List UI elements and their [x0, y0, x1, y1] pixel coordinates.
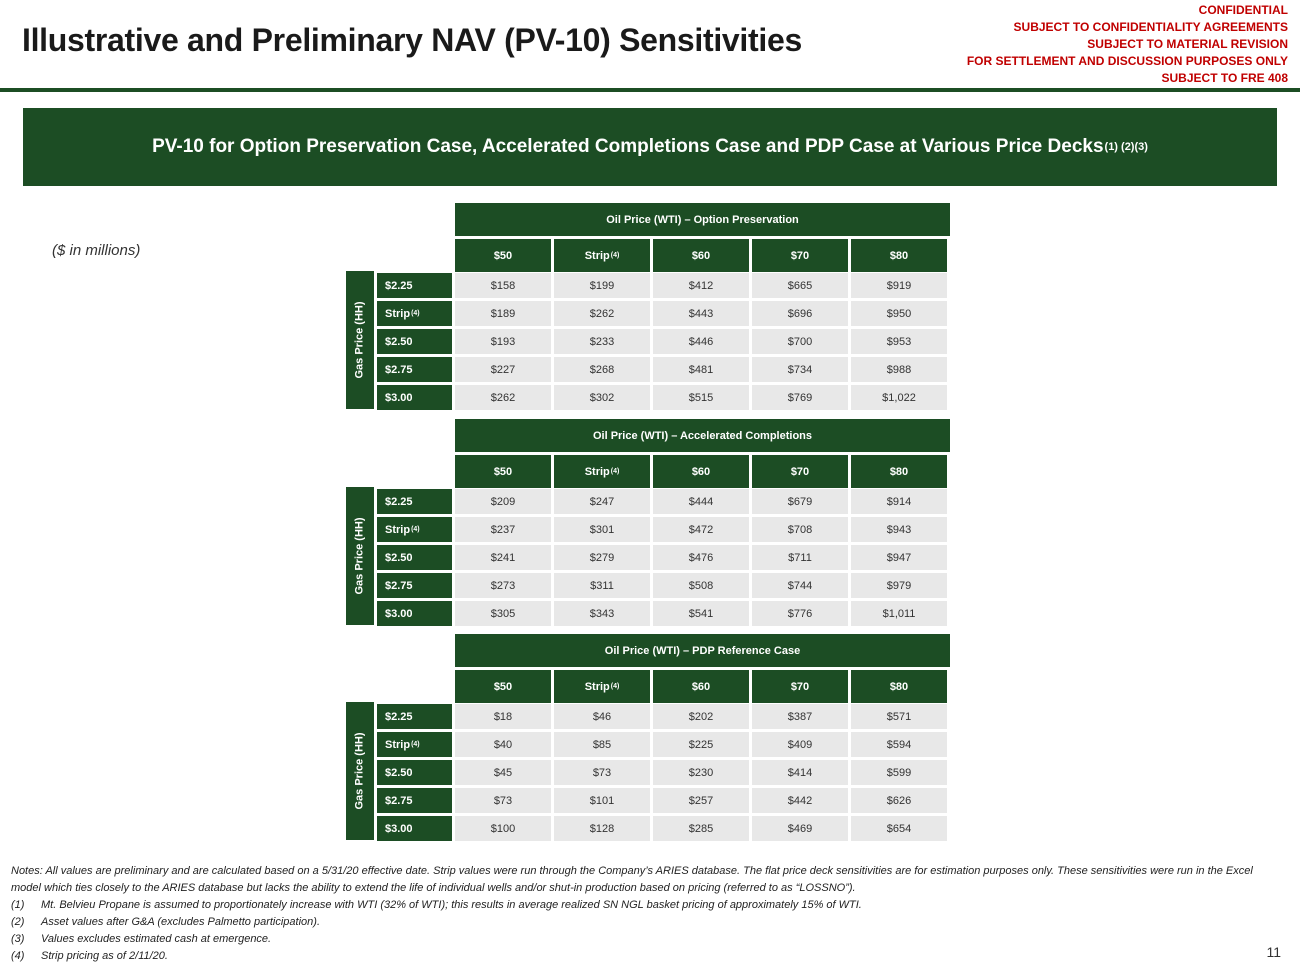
- column-header-label: $80: [889, 249, 909, 262]
- value-cell: $442: [752, 788, 848, 813]
- row-header: [377, 517, 452, 542]
- row-header-footnote-ref: (4): [411, 741, 420, 748]
- row-header: [377, 385, 452, 410]
- row-header-label: $3.00: [385, 607, 413, 620]
- column-header: [455, 455, 551, 488]
- column-header-label: $60: [691, 465, 711, 478]
- gas-price-axis-label: [346, 487, 374, 625]
- value-cell: $599: [851, 760, 947, 785]
- column-header: [455, 239, 551, 272]
- column-header-label: $60: [691, 249, 711, 262]
- confidentiality-notice: [967, 2, 1288, 87]
- footnote-number: (4): [11, 950, 25, 962]
- confidential-line: SUBJECT TO FRE 408: [1161, 71, 1288, 85]
- table-title: Oil Price (WTI) – Option Preservation: [455, 203, 950, 236]
- column-header: [554, 670, 650, 703]
- value-cell: $414: [752, 760, 848, 785]
- value-cell: $73: [455, 788, 551, 813]
- column-header-label: $60: [691, 680, 711, 693]
- column-header: [851, 239, 947, 272]
- value-cell: $914: [851, 489, 947, 514]
- value-cell: $241: [455, 545, 551, 570]
- value-cell: $225: [653, 732, 749, 757]
- row-header: [377, 788, 452, 813]
- value-cell: $571: [851, 704, 947, 729]
- footnote: [11, 948, 1281, 965]
- value-cell: $626: [851, 788, 947, 813]
- row-header: [377, 301, 452, 326]
- value-cell: $481: [653, 357, 749, 382]
- value-cell: $262: [554, 301, 650, 326]
- value-cell: $305: [455, 601, 551, 626]
- footnote: [11, 931, 1281, 948]
- value-cell: $257: [653, 788, 749, 813]
- column-header: [752, 670, 848, 703]
- gas-price-axis-label: [346, 702, 374, 840]
- row-header: [377, 545, 452, 570]
- value-cell: $919: [851, 273, 947, 298]
- value-cell: $979: [851, 573, 947, 598]
- value-cell: $273: [455, 573, 551, 598]
- gas-price-axis-text: Gas Price (HH): [354, 732, 366, 810]
- column-header-label: $50: [493, 680, 513, 693]
- column-header: [554, 239, 650, 272]
- value-cell: $444: [653, 489, 749, 514]
- column-header: [554, 455, 650, 488]
- row-header-label: $3.00: [385, 822, 413, 835]
- row-header-label: $2.25: [385, 279, 413, 292]
- value-cell: $101: [554, 788, 650, 813]
- footnote-number: (2): [11, 916, 25, 928]
- column-header: [455, 670, 551, 703]
- value-cell: $446: [653, 329, 749, 354]
- value-cell: $311: [554, 573, 650, 598]
- value-cell: $46: [554, 704, 650, 729]
- value-cell: $412: [653, 273, 749, 298]
- footnote: [11, 897, 1281, 914]
- column-header: [851, 670, 947, 703]
- row-header-label: Strip: [385, 307, 411, 320]
- value-cell: $744: [752, 573, 848, 598]
- value-cell: $158: [455, 273, 551, 298]
- column-header-footnote-ref: (4): [610, 683, 620, 690]
- banner-footnote-ref: (1) (2)(3): [1104, 141, 1148, 153]
- units-note: ($ in millions): [52, 242, 141, 259]
- value-cell: $285: [653, 816, 749, 841]
- table-title: Oil Price (WTI) – Accelerated Completions: [455, 419, 950, 452]
- column-header: [653, 239, 749, 272]
- value-cell: $193: [455, 329, 551, 354]
- value-cell: $943: [851, 517, 947, 542]
- page-number: 11: [1266, 944, 1281, 960]
- value-cell: $469: [752, 816, 848, 841]
- row-header: [377, 329, 452, 354]
- value-cell: $302: [554, 385, 650, 410]
- value-cell: $230: [653, 760, 749, 785]
- column-header-label: $80: [889, 465, 909, 478]
- row-header: [377, 760, 452, 785]
- value-cell: $262: [455, 385, 551, 410]
- column-header: [752, 239, 848, 272]
- row-header-footnote-ref: (4): [411, 526, 420, 533]
- value-cell: $594: [851, 732, 947, 757]
- value-cell: $45: [455, 760, 551, 785]
- value-cell: $679: [752, 489, 848, 514]
- value-cell: $1,022: [851, 385, 947, 410]
- row-header-label: $2.25: [385, 710, 413, 723]
- value-cell: $189: [455, 301, 551, 326]
- value-cell: $541: [653, 601, 749, 626]
- row-header-label: $2.50: [385, 766, 413, 779]
- column-header: [653, 670, 749, 703]
- column-header-label: $50: [493, 465, 513, 478]
- confidential-line: SUBJECT TO CONFIDENTIALITY AGREEMENTS: [1013, 20, 1288, 34]
- footnote: [11, 914, 1281, 931]
- row-header-label: $2.75: [385, 579, 413, 592]
- value-cell: $18: [455, 704, 551, 729]
- row-header: [377, 732, 452, 757]
- confidential-line: CONFIDENTIAL: [1198, 3, 1288, 17]
- row-header-label: $2.75: [385, 363, 413, 376]
- value-cell: $209: [455, 489, 551, 514]
- row-header-label: $2.25: [385, 495, 413, 508]
- gas-price-axis-text: Gas Price (HH): [354, 517, 366, 595]
- value-cell: $769: [752, 385, 848, 410]
- value-cell: $734: [752, 357, 848, 382]
- value-cell: $199: [554, 273, 650, 298]
- column-header-footnote-ref: (4): [610, 468, 620, 475]
- value-cell: $776: [752, 601, 848, 626]
- value-cell: $1,011: [851, 601, 947, 626]
- row-header-label: Strip: [385, 523, 411, 536]
- notes-intro: Notes: All values are preliminary and are calculated based on a 5/31/20 effective date. Strip values were run through the Company’s ARIES database. The flat price deck sensitivities are for estimation purposes only. These sensitivities were run in the Excel model which ties closely to the ARIES database but lacks the ability to extend the life of individual wells and/or shut-in production based on pricing (referred to as “LOSSNO”).: [11, 865, 1253, 894]
- value-cell: $247: [554, 489, 650, 514]
- row-header: [377, 273, 452, 298]
- confidential-line: SUBJECT TO MATERIAL REVISION: [1087, 37, 1288, 51]
- banner-text: PV-10 for Option Preservation Case, Accelerated Completions Case and PDP Case at Various Price Decks: [152, 136, 1104, 157]
- value-cell: $696: [752, 301, 848, 326]
- value-cell: $409: [752, 732, 848, 757]
- gas-price-axis-text: Gas Price (HH): [354, 301, 366, 379]
- column-header-label: Strip: [584, 680, 610, 693]
- value-cell: $654: [851, 816, 947, 841]
- value-cell: $237: [455, 517, 551, 542]
- column-header-label: $80: [889, 680, 909, 693]
- footnote-text: Asset values after G&A (excludes Palmetto participation).: [41, 916, 320, 928]
- value-cell: $73: [554, 760, 650, 785]
- value-cell: $988: [851, 357, 947, 382]
- value-cell: $233: [554, 329, 650, 354]
- value-cell: $443: [653, 301, 749, 326]
- row-header-label: $2.75: [385, 794, 413, 807]
- value-cell: $301: [554, 517, 650, 542]
- gas-price-axis-label: [346, 271, 374, 409]
- footnote-number: (1): [11, 899, 25, 911]
- row-header: [377, 704, 452, 729]
- row-header-label: $2.50: [385, 551, 413, 564]
- header-divider: [0, 88, 1300, 92]
- confidential-line: FOR SETTLEMENT AND DISCUSSION PURPOSES ONLY: [966, 54, 1288, 68]
- value-cell: $227: [455, 357, 551, 382]
- value-cell: $202: [653, 704, 749, 729]
- value-cell: $515: [653, 385, 749, 410]
- row-header: [377, 573, 452, 598]
- value-cell: $472: [653, 517, 749, 542]
- row-header: [377, 601, 452, 626]
- footnote-text: Values excludes estimated cash at emergence.: [41, 933, 272, 945]
- sensitivity-table: [346, 419, 950, 629]
- page-title: Illustrative and Preliminary NAV (PV-10) Sensitivities: [22, 22, 802, 58]
- column-header-label: Strip: [584, 465, 610, 478]
- column-header-label: $70: [790, 465, 810, 478]
- value-cell: $100: [455, 816, 551, 841]
- row-header-label: Strip: [385, 738, 411, 751]
- value-cell: $711: [752, 545, 848, 570]
- column-header-footnote-ref: (4): [610, 252, 620, 259]
- row-header-label: $3.00: [385, 391, 413, 404]
- row-header: [377, 816, 452, 841]
- notes-section: [11, 863, 1281, 965]
- column-header-label: $50: [493, 249, 513, 262]
- value-cell: $476: [653, 545, 749, 570]
- value-cell: $387: [752, 704, 848, 729]
- value-cell: $708: [752, 517, 848, 542]
- column-header-label: $70: [790, 249, 810, 262]
- value-cell: $40: [455, 732, 551, 757]
- value-cell: $343: [554, 601, 650, 626]
- row-header: [377, 489, 452, 514]
- column-header-label: $70: [790, 680, 810, 693]
- footnote-text: Strip pricing as of 2/11/20.: [41, 950, 168, 962]
- table-title: Oil Price (WTI) – PDP Reference Case: [455, 634, 950, 667]
- value-cell: $128: [554, 816, 650, 841]
- section-banner: [23, 108, 1277, 186]
- column-header-label: Strip: [584, 249, 610, 262]
- column-header: [851, 455, 947, 488]
- value-cell: $85: [554, 732, 650, 757]
- value-cell: $665: [752, 273, 848, 298]
- row-header-label: $2.50: [385, 335, 413, 348]
- value-cell: $508: [653, 573, 749, 598]
- value-cell: $947: [851, 545, 947, 570]
- row-header-footnote-ref: (4): [411, 310, 420, 317]
- column-header: [752, 455, 848, 488]
- sensitivity-table: [346, 203, 950, 413]
- value-cell: $950: [851, 301, 947, 326]
- value-cell: $268: [554, 357, 650, 382]
- value-cell: $953: [851, 329, 947, 354]
- footnote-number: (3): [11, 933, 25, 945]
- value-cell: $279: [554, 545, 650, 570]
- sensitivity-table: [346, 634, 950, 844]
- footnote-text: Mt. Belvieu Propane is assumed to proportionately increase with WTI (32% of WTI); this results in average realized SN NGL basket pricing of approximately 15% of WTI.: [41, 899, 862, 911]
- column-header: [653, 455, 749, 488]
- value-cell: $700: [752, 329, 848, 354]
- row-header: [377, 357, 452, 382]
